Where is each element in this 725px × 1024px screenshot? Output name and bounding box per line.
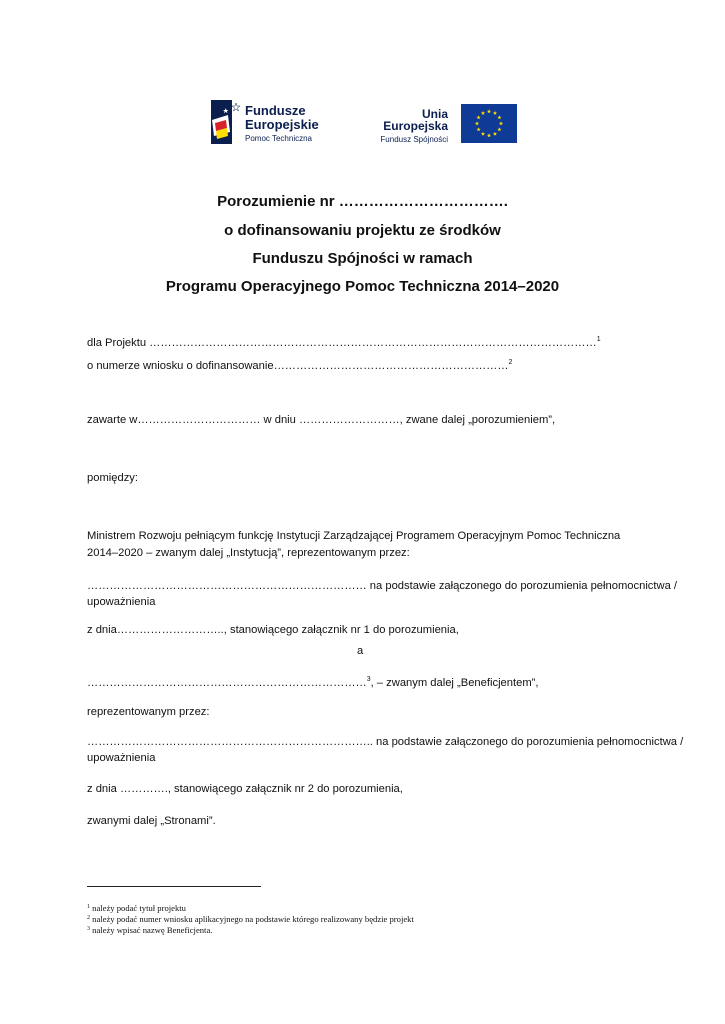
beneficiary-text: , – zwanym dalej „Beneficjentem”, [370,677,539,689]
ministry-line-2: 2014–2020 – zwanym dalej „Instytucją”, reprezentowanym przez: [87,547,410,559]
fe-logo-line1: Fundusze [245,103,306,118]
representative-2-continuation: upoważnienia [87,752,156,764]
footnote-3-number: 3 [87,926,90,932]
date-1-line: z dnia……………………….., stanowiącego załącznik nr 1 do porozumienia, [87,624,459,636]
unia-europejska-logo [354,104,524,148]
application-line [87,359,512,372]
eu-flag-icon [461,104,517,143]
represented-line: reprezentowanym przez: [87,706,210,718]
beneficiary-dots: ………………………………………………………………… [87,677,367,689]
beneficiary-line [87,676,538,689]
agreement-title: Porozumienie nr ……………………………. [217,193,508,210]
project-line [87,336,601,349]
ue-logo-line2: Fundusz Spójności [380,135,448,144]
fe-logo-line2: Europejskie [245,117,319,132]
footnote-1-text: należy podać tytuł projektu [92,903,186,913]
between-line: pomiędzy: [87,472,138,484]
date-2-line: z dnia …………., stanowiącego załącznik nr 2 do porozumienia, [87,783,403,795]
application-text: o numerze wniosku o dofinansowanie……………………………………………………… [87,360,509,372]
footnote-2-number: 2 [87,915,90,921]
footnote-ref-3: 3 [366,676,371,683]
footnote-3-text: należy wpisać nazwę Beneficjenta. [92,925,213,935]
concluded-line: zawarte w…………………………… w dniu ………………………, zwane dalej „porozumieniem”, [87,414,556,426]
footnote-1-number: 1 [87,904,90,910]
footnote-separator [87,886,261,887]
ue-logo-line1: Unia Europejska [383,107,448,133]
footnote-3 [87,925,212,935]
title-subline-1: o dofinansowaniu projektu ze środków [224,222,501,239]
parties-line: zwanymi dalej „Stronami”. [87,815,216,827]
footnote-2-text: należy podać numer wniosku aplikacyjnego na podstawie którego realizowany będzie projekt [92,914,414,924]
footnote-ref-1: 1 [596,336,601,343]
fe-emblem-icon [208,98,242,148]
title-subline-2: Funduszu Spójności w ramach [252,250,473,267]
project-text: dla Projektu ………………………………………………………………………………………………………… [87,337,597,349]
fundusze-europejskie-logo [208,98,348,148]
representative-2-line: ………………………………………………………………….. na podstawie załączonego do porozumienia pełnomocnictwa / [87,736,684,748]
ministry-line-1: Ministrem Rozwoju pełniącym funkcję Instytucji Zarządzającej Programem Operacyjnym Pomoc Techniczna [87,530,621,542]
footnote-1 [87,903,186,913]
representative-1-continuation: upoważnienia [87,596,156,608]
footnote-2 [87,914,414,924]
title-subline-3: Programu Operacyjnego Pomoc Techniczna 2014–2020 [165,278,560,295]
footnote-ref-2: 2 [508,359,513,366]
fe-logo-line3: Pomoc Techniczna [245,134,312,143]
representative-1-line: ………………………………………………………………… na podstawie załączonego do porozumienia pełnomocnictwa / [87,580,678,592]
and-connector: a [357,645,364,657]
